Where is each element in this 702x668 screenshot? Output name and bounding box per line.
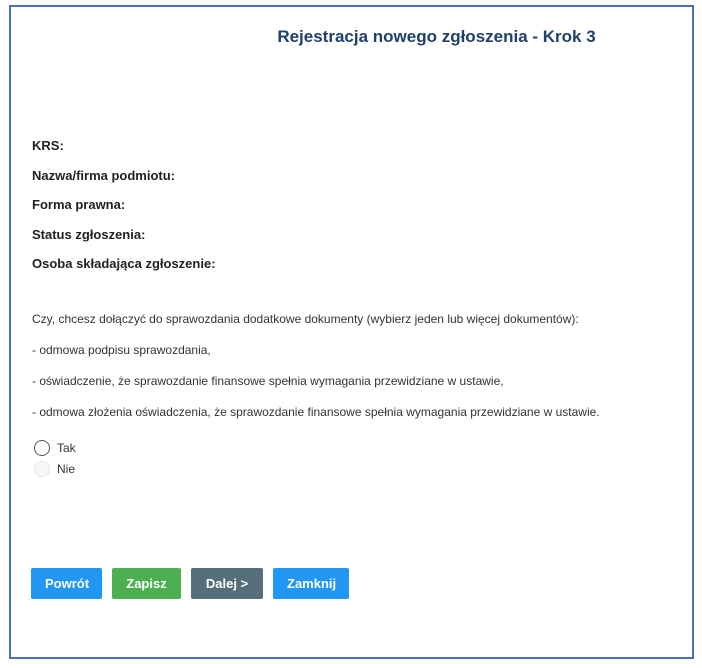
field-krs: KRS: [32, 138, 64, 153]
radio-no [34, 461, 50, 477]
field-status: Status zgłoszenia: [32, 226, 146, 242]
field-submitter: Osoba składająca zgłoszenie: [32, 256, 216, 271]
radio-no-label: Nie [57, 461, 76, 476]
action-buttons [31, 568, 359, 599]
radio-group [34, 437, 76, 479]
form-panel [9, 5, 694, 659]
question-item: - odmowa złożenia oświadczenia, że sprawozdanie finansowe spełnia wymagania przewidziane w ustawie. [32, 405, 600, 419]
field-company-name: Nazwa/firma podmiotu: [32, 167, 176, 183]
option-yes[interactable] [34, 437, 76, 458]
radio-yes-label: Tak [57, 440, 76, 455]
option-no [34, 458, 76, 479]
close-button[interactable]: Zamknij [273, 568, 349, 599]
question-item: - odmowa podpisu sprawozdania, [32, 343, 211, 357]
next-button[interactable]: Dalej > [191, 568, 263, 599]
field-legal-form: Forma prawna: [32, 197, 126, 212]
save-button[interactable]: Zapisz [112, 568, 181, 599]
page-title: Rejestracja nowego zgłoszenia - Krok 3 [277, 27, 596, 46]
documents-question [32, 311, 600, 435]
question-text: Czy, chcesz dołączyć do sprawozdania dodatkowe dokumenty (wybierz jeden lub więcej dokumentów): [32, 312, 579, 326]
radio-yes[interactable] [34, 440, 50, 456]
back-button[interactable]: Powrót [31, 568, 102, 599]
question-item: - oświadczenie, że sprawozdanie finansowe spełnia wymagania przewidziane w ustawie, [32, 374, 504, 388]
info-fields [32, 137, 216, 285]
